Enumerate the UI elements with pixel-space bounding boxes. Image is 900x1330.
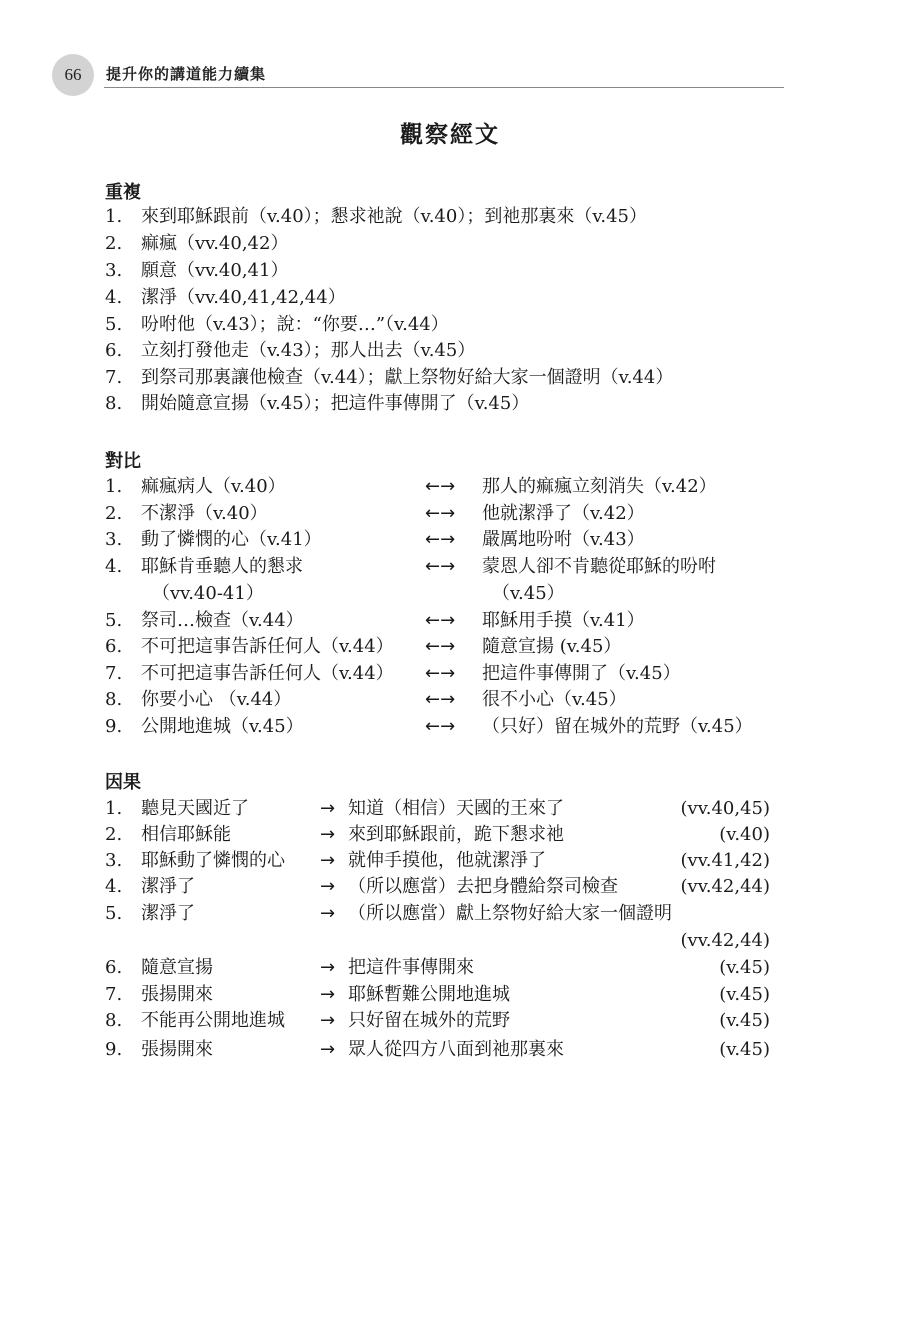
effect-text: 就伸手摸他，他就潔淨了 xyxy=(348,850,546,871)
contrast-left: 不可把這事告訴任何人（v.44） xyxy=(141,663,394,684)
list-item-number: 9. xyxy=(105,1039,123,1060)
list-item-number: 4. xyxy=(105,556,123,577)
list-item: 到祭司那裏讓他檢查（v.44）；獻上祭物好給大家一個證明（v.44） xyxy=(141,367,674,388)
effect-text: 只好留在城外的荒野 xyxy=(348,1010,510,1031)
double-arrow-icon: ←→ xyxy=(425,529,456,550)
verse-reference: (vv.40,45) xyxy=(680,798,770,819)
right-arrow-icon: → xyxy=(320,876,336,897)
contrast-right: 他就潔淨了（v.42） xyxy=(482,503,645,524)
effect-text: （所以應當）去把身體給祭司檢查 xyxy=(348,876,618,897)
verse-reference: (v.45) xyxy=(719,1010,770,1031)
list-item-number: 3. xyxy=(105,529,123,550)
right-arrow-icon: → xyxy=(320,903,336,924)
effect-text: 把這件事傳開來 xyxy=(348,957,474,978)
contrast-right: 很不小心（v.45） xyxy=(482,689,627,710)
contrast-right: 蒙恩人卻不肯聽從耶穌的吩咐 xyxy=(482,556,716,577)
cause-text: 耶穌動了憐憫的心 xyxy=(141,850,285,871)
list-item-number: 6. xyxy=(105,957,123,978)
list-item-number: 3. xyxy=(105,850,123,871)
cause-text: 不能再公開地進城 xyxy=(141,1010,285,1031)
list-item: 潔淨（vv.40,41,42,44） xyxy=(141,287,346,308)
list-item: 立刻打發他走（v.43）；那人出去（v.45） xyxy=(141,340,476,361)
list-item-number: 7. xyxy=(105,663,123,684)
effect-text: 知道（相信）天國的王來了 xyxy=(348,798,564,819)
section-heading-cause-effect: 因果 xyxy=(105,772,141,793)
list-item-number: 2. xyxy=(105,503,123,524)
verse-reference: (v.45) xyxy=(719,1039,770,1060)
list-item-number: 1. xyxy=(105,476,123,497)
double-arrow-icon: ←→ xyxy=(425,636,456,657)
verse-reference: (vv.42,44) xyxy=(680,876,770,897)
contrast-right: 那人的痲瘋立刻消失（v.42） xyxy=(482,476,717,497)
double-arrow-icon: ←→ xyxy=(425,476,456,497)
double-arrow-icon: ←→ xyxy=(425,716,456,737)
cause-text: 聽見天國近了 xyxy=(141,798,249,819)
list-item-number: 8. xyxy=(105,1010,123,1031)
running-title: 提升你的講道能力續集 xyxy=(106,65,267,83)
list-item: 開始隨意宣揚（v.45）；把這件事傳開了（v.45） xyxy=(141,393,530,414)
contrast-left-continued: （vv.40-41） xyxy=(152,583,264,604)
cause-text: 張揚開來 xyxy=(141,984,213,1005)
right-arrow-icon: → xyxy=(320,824,336,845)
cause-text: 潔淨了 xyxy=(141,876,195,897)
cause-text: 隨意宣揚 xyxy=(141,957,213,978)
contrast-right: 隨意宣揚 (v.45） xyxy=(482,636,622,657)
list-item-number: 5. xyxy=(105,903,123,924)
contrast-right: （只好）留在城外的荒野（v.45） xyxy=(482,716,753,737)
list-item-number: 5. xyxy=(105,610,123,631)
verse-reference: (v.45) xyxy=(719,957,770,978)
list-item-number: 2. xyxy=(105,233,123,254)
right-arrow-icon: → xyxy=(320,1039,336,1060)
list-item: 願意（vv.40,41） xyxy=(141,260,289,281)
page-title: 觀察經文 xyxy=(400,122,500,148)
contrast-left: 耶穌肯垂聽人的懇求 xyxy=(141,556,303,577)
double-arrow-icon: ←→ xyxy=(425,663,456,684)
verse-reference: (vv.42,44) xyxy=(680,930,770,951)
running-header xyxy=(52,54,784,96)
contrast-left: 祭司…檢查（v.44） xyxy=(141,610,304,631)
verse-reference: (vv.41,42) xyxy=(680,850,770,871)
verse-reference: (v.45) xyxy=(719,984,770,1005)
list-item-number: 5. xyxy=(105,314,123,335)
cause-text: 相信耶穌能 xyxy=(141,824,231,845)
contrast-left: 動了憐憫的心（v.41） xyxy=(141,529,322,550)
double-arrow-icon: ←→ xyxy=(425,610,456,631)
list-item-number: 4. xyxy=(105,876,123,897)
contrast-left: 不潔淨（v.40） xyxy=(141,503,268,524)
list-item-number: 7. xyxy=(105,367,123,388)
contrast-right: 嚴厲地吩咐（v.43） xyxy=(482,529,645,550)
list-item-number: 6. xyxy=(105,636,123,657)
contrast-left: 你要小心 （v.44） xyxy=(141,689,292,710)
cause-text: 張揚開來 xyxy=(141,1039,213,1060)
effect-text: 來到耶穌跟前，跪下懇求祂 xyxy=(348,824,564,845)
list-item-number: 1. xyxy=(105,206,123,227)
double-arrow-icon: ←→ xyxy=(425,556,456,577)
list-item: 痲瘋（vv.40,42） xyxy=(141,233,289,254)
list-item-number: 3. xyxy=(105,260,123,281)
list-item-number: 4. xyxy=(105,287,123,308)
right-arrow-icon: → xyxy=(320,850,336,871)
effect-text: 眾人從四方八面到祂那裏來 xyxy=(348,1039,564,1060)
list-item: 吩咐他（v.43）；說：“你要…”（v.44） xyxy=(141,314,449,335)
list-item-number: 8. xyxy=(105,689,123,710)
right-arrow-icon: → xyxy=(320,1010,336,1031)
page-number: 66 xyxy=(52,54,94,96)
section-heading-repetition: 重複 xyxy=(105,182,141,203)
contrast-right-continued: （v.45） xyxy=(492,583,565,604)
contrast-left: 公開地進城（v.45） xyxy=(141,716,304,737)
double-arrow-icon: ←→ xyxy=(425,689,456,710)
right-arrow-icon: → xyxy=(320,984,336,1005)
header-divider xyxy=(104,87,784,88)
list-item-number: 9. xyxy=(105,716,123,737)
list-item-number: 8. xyxy=(105,393,123,414)
verse-reference: (v.40) xyxy=(719,824,770,845)
list-item-number: 1. xyxy=(105,798,123,819)
double-arrow-icon: ←→ xyxy=(425,503,456,524)
right-arrow-icon: → xyxy=(320,957,336,978)
right-arrow-icon: → xyxy=(320,798,336,819)
contrast-left: 不可把這事告訴任何人（v.44） xyxy=(141,636,394,657)
list-item-number: 7. xyxy=(105,984,123,1005)
list-item-number: 2. xyxy=(105,824,123,845)
effect-text: （所以應當）獻上祭物好給大家一個證明 xyxy=(348,903,672,924)
section-heading-contrast: 對比 xyxy=(105,451,141,472)
contrast-left: 痲瘋病人（v.40） xyxy=(141,476,286,497)
contrast-right: 把這件事傳開了（v.45） xyxy=(482,663,681,684)
contrast-right: 耶穌用手摸（v.41） xyxy=(482,610,645,631)
effect-text: 耶穌暫難公開地進城 xyxy=(348,984,510,1005)
list-item-number: 6. xyxy=(105,340,123,361)
list-item: 來到耶穌跟前（v.40）；懇求祂說（v.40）；到祂那裏來（v.45） xyxy=(141,206,647,227)
cause-text: 潔淨了 xyxy=(141,903,195,924)
